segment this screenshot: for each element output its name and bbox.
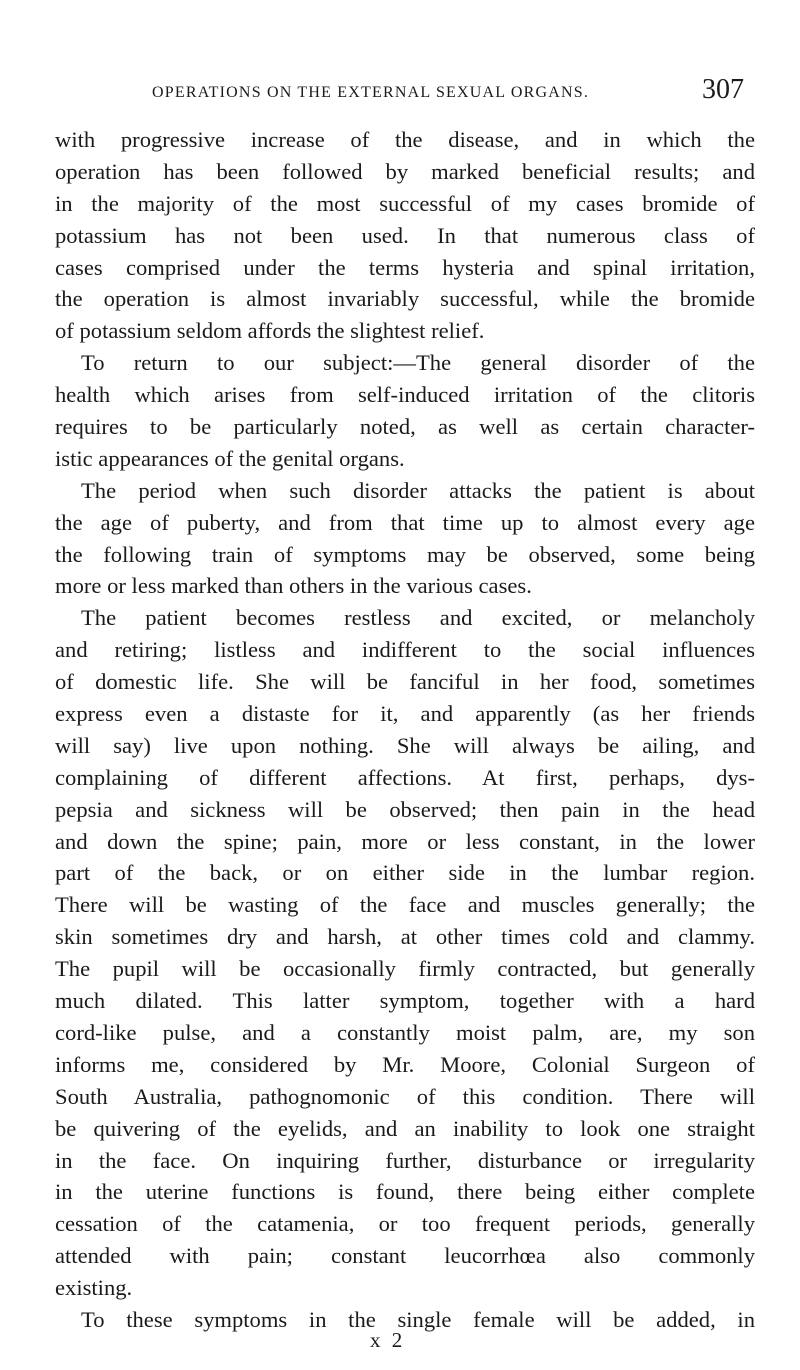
page-number: 307: [702, 74, 744, 105]
text-line: South Australia, pathognomonic of this condition. There will: [55, 1083, 755, 1109]
text-line: complaining of different affections. At first, perhaps, dys-: [55, 764, 755, 790]
text-line: be quivering of the eyelids, and an inability to look one straight: [55, 1115, 755, 1141]
text-line: in the uterine functions is found, there being either complete: [55, 1179, 755, 1205]
text-line: the age of puberty, and from that time up to almost every age: [55, 509, 755, 535]
text-line: of potassium seldom affords the slightest relief.: [55, 318, 485, 344]
text-line: in the majority of the most successful of my cases bromide of: [55, 190, 755, 216]
text-line: the operation is almost invariably successful, while the bromide: [55, 286, 755, 312]
text-line: potassium has not been used. In that numerous class of: [55, 222, 755, 248]
text-line: There will be wasting of the face and muscles generally; the: [55, 892, 755, 918]
text-line: the following train of symptoms may be observed, some being: [55, 541, 755, 567]
running-head: OPERATIONS ON THE EXTERNAL SEXUAL ORGANS.: [152, 84, 590, 101]
paragraph-start-line: The period when such disorder attacks the patient is about: [81, 477, 755, 503]
text-line: pepsia and sickness will be observed; then pain in the head: [55, 796, 755, 822]
body-text: [55, 124, 755, 1336]
text-line: will say) live upon nothing. She will always be ailing, and: [55, 732, 755, 758]
text-line: existing.: [55, 1275, 133, 1301]
signature-mark: x 2: [370, 1328, 406, 1352]
text-line: istic appearances of the genital organs.: [55, 445, 405, 471]
text-line: cord-like pulse, and a constantly moist palm, are, my son: [55, 1019, 755, 1045]
text-line: with progressive increase of the disease, and in which the: [55, 127, 755, 152]
text-line: more or less marked than others in the various cases.: [55, 573, 532, 599]
text-line: attended with pain; constant leucorrhœa also commonly: [55, 1243, 755, 1269]
text-line: in the face. On inquiring further, disturbance or irregularity: [55, 1147, 755, 1173]
text-line: The pupil will be occasionally firmly contracted, but generally: [55, 956, 755, 982]
text-line: requires to be particularly noted, as well as certain character-: [55, 414, 755, 440]
text-line: health which arises from self-induced irritation of the clitoris: [55, 382, 755, 408]
text-line: operation has been followed by marked beneficial results; and: [55, 158, 755, 184]
text-line: much dilated. This latter symptom, together with a hard: [55, 988, 755, 1014]
paragraph-start-line: To these symptoms in the single female will be added, in: [81, 1306, 755, 1332]
text-line: express even a distaste for it, and apparently (as her friends: [55, 701, 755, 727]
text-line: part of the back, or on either side in the lumbar region.: [55, 860, 755, 886]
text-line: informs me, considered by Mr. Moore, Colonial Surgeon of: [55, 1051, 755, 1077]
text-line: cessation of the catamenia, or too frequent periods, generally: [55, 1211, 755, 1237]
text-line: and down the spine; pain, more or less constant, in the lower: [55, 828, 755, 854]
text-line: skin sometimes dry and harsh, at other times cold and clammy.: [55, 924, 755, 950]
text-line: cases comprised under the terms hysteria and spinal irritation,: [55, 254, 755, 280]
text-line: and retiring; listless and indifferent to the social influences: [55, 637, 755, 663]
text-line: of domestic life. She will be fanciful in her food, sometimes: [55, 669, 755, 695]
paragraph-start-line: The patient becomes restless and excited, or melancholy: [81, 605, 755, 631]
paragraph-start-line: To return to our subject:—The general disorder of the: [81, 350, 755, 376]
